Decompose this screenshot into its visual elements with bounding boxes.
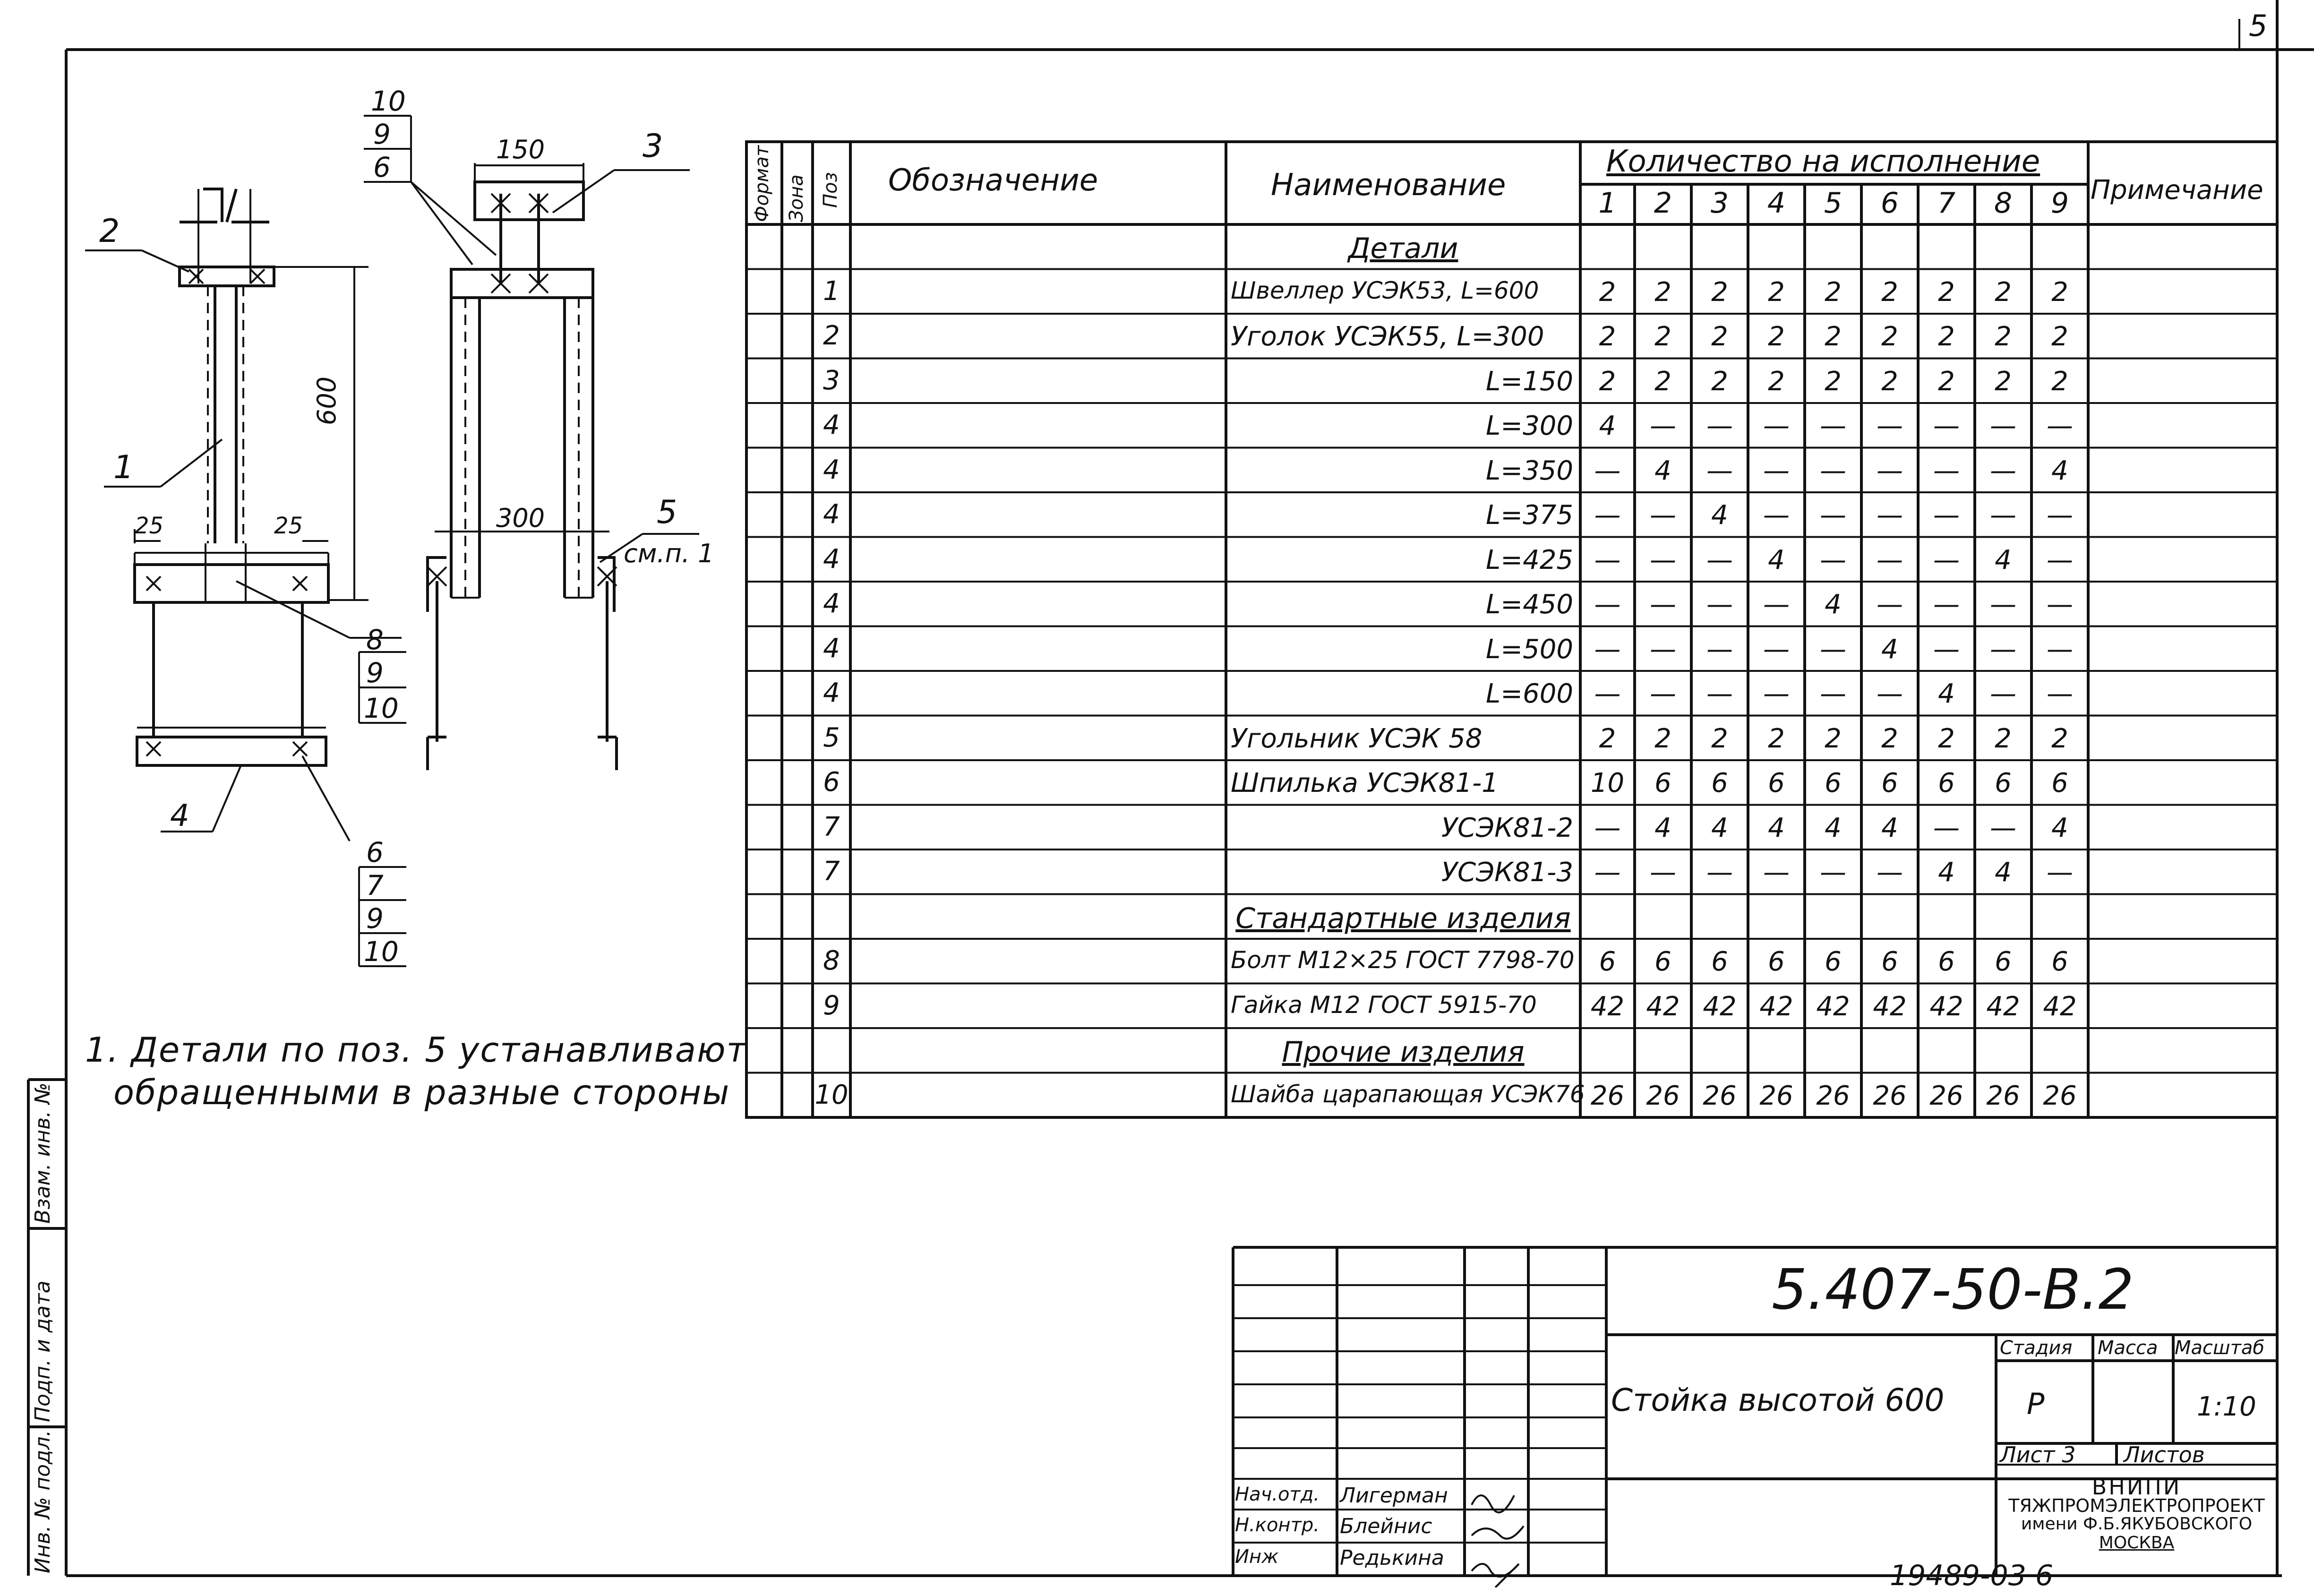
qty-cell: 26 (1646, 1080, 1680, 1111)
qty-cell: — (1594, 812, 1621, 843)
row-name: Болт М12×25 ГОСТ 7798-70 (1231, 946, 1575, 974)
row-name: L=425 (1485, 544, 1573, 575)
qty-cell: — (1820, 544, 1846, 575)
qty-cell: 4 (1711, 812, 1728, 843)
qty-cell: — (1877, 678, 1903, 709)
qty-cell: 2 (2051, 723, 2068, 754)
callout-10-mid: 10 (364, 692, 399, 724)
qty-col-header-6: 6 (1880, 187, 1899, 220)
qty-cell: 6 (1995, 946, 2012, 977)
callout-5-ref: см.п. 1 (624, 539, 714, 568)
dim-25-left: 25 (135, 513, 164, 539)
qty-cell: 6 (2051, 946, 2068, 977)
org-line-3: имени Ф.Б.ЯКУБОВСКОГО (2021, 1514, 2253, 1534)
callout-9-bottom: 9 (366, 902, 384, 935)
stamp-inv-original: Инв. № подл. (31, 1430, 55, 1573)
row-pos: 4 (823, 588, 840, 619)
header-pos: Поз (820, 172, 841, 208)
qty-cell: 2 (1825, 276, 1842, 308)
qty-cell: — (2047, 678, 2073, 709)
qty-col-header-1: 1 (1598, 187, 1617, 220)
qty-cell: 26 (1986, 1080, 2020, 1111)
qty-cell: — (1933, 589, 1960, 620)
qty-cell: — (1990, 500, 2016, 531)
row-pos: 5 (823, 722, 840, 753)
qty-cell: — (1650, 411, 1676, 441)
qty-cell: 2 (2051, 276, 2068, 308)
signature-marks (1467, 1479, 1528, 1587)
scale-value: 1:10 (2197, 1391, 2256, 1422)
callout-4: 4 (170, 798, 189, 833)
qty-col-header-3: 3 (1710, 187, 1729, 220)
qty-cell: — (1877, 455, 1903, 486)
qty-cell: 2 (1599, 321, 1616, 352)
qty-cell: — (1594, 634, 1621, 665)
qty-col-header-4: 4 (1767, 187, 1786, 220)
qty-cell: 4 (1938, 678, 1955, 709)
qty-cell: 6 (1938, 946, 1955, 977)
qty-cell: 4 (1768, 544, 1785, 575)
row-name: Уголок УСЭК55, L=300 (1231, 321, 1544, 352)
qty-cell: 6 (1881, 946, 1898, 977)
qty-cell: — (1650, 857, 1676, 888)
row-name: L=150 (1485, 366, 1573, 397)
qty-cell: 6 (1599, 946, 1616, 977)
qty-cell: — (1763, 678, 1790, 709)
qty-cell: 2 (1938, 366, 1955, 397)
qty-col-header-8: 8 (1994, 187, 2013, 220)
qty-cell: 2 (1938, 723, 1955, 754)
role-2: Н.контр. (1235, 1514, 1320, 1536)
qty-col-header-7: 7 (1937, 187, 1956, 220)
qty-cell: — (1650, 634, 1676, 665)
org-line-2: ТЯЖПРОМЭЛЕКТРОПРОЕКТ (2008, 1495, 2265, 1516)
qty-cell: 4 (1938, 857, 1955, 888)
qty-cell: 42 (2043, 991, 2077, 1022)
qty-cell: 10 (1590, 768, 1625, 798)
qty-cell: 26 (1703, 1080, 1737, 1111)
qty-cell: — (1820, 678, 1846, 709)
qty-cell: 2 (1654, 366, 1671, 397)
qty-cell: — (2047, 411, 2073, 441)
row-pos: 1 (823, 275, 840, 307)
qty-cell: 6 (1938, 768, 1955, 798)
qty-cell: 2 (1825, 723, 1842, 754)
callout-8: 8 (366, 624, 384, 656)
qty-cell: — (1990, 455, 2016, 486)
note-line-2: обращенными в разные стороны (113, 1073, 730, 1112)
stamp-inv-substitute: Взам. инв. № (31, 1082, 55, 1224)
qty-cell: 4 (1881, 634, 1898, 665)
qty-cell: — (1820, 411, 1846, 441)
qty-cell: — (2047, 589, 2073, 620)
qty-cell: — (1650, 678, 1676, 709)
callout-1: 1 (113, 449, 134, 486)
row-pos: 4 (823, 543, 840, 575)
qty-cell: — (1877, 857, 1903, 888)
qty-cell: 6 (1768, 946, 1785, 977)
qty-cell: — (1990, 411, 2016, 441)
qty-cell: 2 (1711, 723, 1728, 754)
qty-col-header-9: 9 (2050, 187, 2069, 220)
qty-cell: 4 (1768, 812, 1785, 843)
callout-9-top: 9 (373, 118, 391, 150)
qty-cell: — (1594, 500, 1621, 531)
callout-10-bottom: 10 (364, 935, 399, 968)
qty-cell: 2 (1938, 321, 1955, 352)
qty-cell: — (1990, 678, 2016, 709)
qty-cell: 6 (1995, 768, 2012, 798)
qty-cell: — (1763, 411, 1790, 441)
footer-code: 19489-03 6 (1890, 1559, 2054, 1592)
callout-7-bottom: 7 (366, 869, 384, 901)
scale-label: Масштаб (2175, 1337, 2265, 1359)
row-pos: 4 (823, 454, 840, 485)
row-name: Гайка М12 ГОСТ 5915-70 (1231, 991, 1537, 1019)
row-pos: 3 (823, 365, 840, 396)
qty-cell: — (1933, 500, 1960, 531)
row-pos: 9 (823, 990, 840, 1021)
qty-cell: 6 (1825, 768, 1842, 798)
dim-150: 150 (496, 135, 545, 164)
qty-cell: 2 (1825, 321, 1842, 352)
row-name: Швеллер УСЭК53, L=600 (1231, 276, 1539, 304)
qty-cell: — (1763, 500, 1790, 531)
qty-cell: — (1877, 544, 1903, 575)
qty-cell: 4 (2051, 812, 2068, 843)
row-pos: 7 (823, 856, 840, 887)
row-pos: 4 (823, 678, 840, 708)
qty-cell: 4 (2051, 455, 2068, 486)
qty-cell: — (1877, 589, 1903, 620)
header-qty-group: Количество на исполнение (1606, 144, 2040, 179)
qty-cell: 2 (1599, 723, 1616, 754)
qty-cell: — (1594, 589, 1621, 620)
qty-cell: 26 (1929, 1080, 1963, 1111)
row-pos: 2 (823, 320, 840, 351)
mass-label: Масса (2098, 1337, 2158, 1359)
qty-cell: 2 (1995, 276, 2012, 308)
qty-cell: 26 (1873, 1080, 1907, 1111)
qty-cell: — (1763, 857, 1790, 888)
qty-cell: — (1933, 634, 1960, 665)
qty-cell: — (1706, 544, 1733, 575)
qty-cell: — (1820, 455, 1846, 486)
qty-cell: 26 (1759, 1080, 1793, 1111)
qty-cell: 4 (1599, 411, 1616, 441)
qty-cell: 2 (1881, 321, 1898, 352)
qty-cell: — (1933, 544, 1960, 575)
dim-600: 600 (312, 376, 342, 425)
qty-cell: — (1706, 589, 1733, 620)
qty-cell: 2 (1768, 723, 1785, 754)
header-name: Наименование (1271, 168, 1506, 203)
qty-cell: — (1820, 500, 1846, 531)
stage-value: Р (2027, 1387, 2045, 1421)
role-3: Инж (1235, 1546, 1279, 1568)
qty-cell: 2 (1881, 276, 1898, 308)
qty-cell: 2 (1825, 366, 1842, 397)
qty-cell: 2 (1768, 276, 1785, 308)
qty-cell: 42 (1873, 991, 1907, 1022)
qty-cell: 42 (1590, 991, 1625, 1022)
callout-10-top: 10 (371, 85, 406, 117)
qty-cell: 4 (1881, 812, 1898, 843)
dim-300: 300 (496, 503, 545, 533)
qty-cell: 42 (1646, 991, 1680, 1022)
role-1: Нач.отд. (1235, 1484, 1320, 1505)
row-name: Угольник УСЭК 58 (1231, 723, 1483, 754)
qty-cell: — (1706, 411, 1733, 441)
qty-cell: 2 (1881, 723, 1898, 754)
qty-cell: 4 (1995, 544, 2012, 575)
header-note: Примечание (2091, 175, 2263, 206)
qty-cell: — (1594, 857, 1621, 888)
org-line-1: ВНИПИ (2091, 1474, 2182, 1500)
qty-cell: — (1706, 857, 1733, 888)
qty-cell: 2 (1711, 321, 1728, 352)
qty-cell: — (1990, 812, 2016, 843)
qty-cell: 6 (1768, 768, 1785, 798)
qty-cell: — (1650, 544, 1676, 575)
row-pos: 6 (823, 767, 840, 798)
page-number: 5 (2249, 9, 2268, 43)
qty-cell: 2 (2051, 366, 2068, 397)
qty-cell: 6 (1881, 768, 1898, 798)
row-name: УСЭК81-3 (1441, 857, 1573, 888)
row-pos: 10 (814, 1079, 848, 1110)
header-zone: Зона (786, 174, 807, 222)
qty-cell: 26 (1816, 1080, 1850, 1111)
qty-cell: 2 (1768, 366, 1785, 397)
qty-cell: — (1820, 634, 1846, 665)
row-pos: 8 (823, 945, 840, 976)
section-title: Прочие изделия (1282, 1036, 1525, 1069)
qty-cell: 42 (1929, 991, 1963, 1022)
callout-3: 3 (643, 128, 663, 165)
qty-cell: — (1877, 500, 1903, 531)
qty-cell: — (1933, 812, 1960, 843)
name-3: Редькина (1340, 1546, 1444, 1570)
row-name: L=600 (1485, 678, 1573, 709)
row-name: УСЭК81-2 (1441, 812, 1573, 843)
qty-cell: 6 (1711, 946, 1728, 977)
qty-cell: — (1820, 857, 1846, 888)
qty-cell: 6 (2051, 768, 2068, 798)
qty-cell: 2 (1599, 276, 1616, 308)
qty-cell: 42 (1986, 991, 2020, 1022)
qty-cell: 2 (1711, 276, 1728, 308)
row-pos: 4 (823, 499, 840, 530)
row-name: L=375 (1485, 500, 1573, 531)
qty-col-header-2: 2 (1654, 187, 1672, 220)
qty-cell: — (1763, 455, 1790, 486)
qty-cell: 2 (1654, 276, 1671, 308)
header-designation: Обозначение (888, 163, 1098, 198)
qty-cell: 4 (1654, 455, 1671, 486)
qty-cell: — (2047, 544, 2073, 575)
row-name: L=350 (1485, 455, 1573, 486)
qty-cell: 4 (1654, 812, 1671, 843)
qty-cell: 6 (1711, 768, 1728, 798)
qty-cell: 2 (1995, 723, 2012, 754)
qty-cell: — (1990, 634, 2016, 665)
callout-2: 2 (99, 213, 120, 250)
row-name: L=300 (1485, 411, 1573, 441)
name-2: Блейнис (1340, 1514, 1432, 1538)
qty-cell: — (1706, 678, 1733, 709)
document-title: Стойка высотой 600 (1611, 1382, 1945, 1418)
qty-cell: 42 (1759, 991, 1793, 1022)
name-1: Лигерман (1340, 1484, 1448, 1508)
qty-cell: 2 (1995, 321, 2012, 352)
qty-cell: 4 (1825, 812, 1842, 843)
callout-6-bottom: 6 (366, 836, 384, 868)
qty-cell: 6 (1654, 946, 1671, 977)
stamp-sign-date: Подп. и дата (31, 1280, 55, 1422)
callout-6-top: 6 (373, 151, 391, 183)
qty-cell: 2 (2051, 321, 2068, 352)
row-name: L=450 (1485, 589, 1573, 620)
qty-cell: 2 (1599, 366, 1616, 397)
qty-cell: 26 (2043, 1080, 2077, 1111)
qty-cell: — (1706, 634, 1733, 665)
stage-label: Стадия (2000, 1337, 2073, 1359)
qty-col-header-5: 5 (1824, 187, 1843, 220)
qty-cell: — (2047, 634, 2073, 665)
qty-cell: — (1650, 589, 1676, 620)
qty-cell: 2 (1654, 321, 1671, 352)
qty-cell: 6 (1654, 768, 1671, 798)
dim-25-right: 25 (274, 513, 303, 539)
qty-cell: 42 (1703, 991, 1737, 1022)
qty-cell: 2 (1881, 366, 1898, 397)
qty-cell: — (2047, 500, 2073, 531)
row-pos: 7 (823, 811, 840, 842)
sheet-label: Лист 3 (2000, 1442, 2076, 1467)
callout-9-mid: 9 (366, 657, 384, 689)
row-pos: 4 (823, 410, 840, 440)
qty-cell: — (1933, 411, 1960, 441)
section-title: Стандартные изделия (1235, 901, 1571, 935)
sheets-label: Листов (2124, 1442, 2205, 1467)
qty-cell: — (1594, 678, 1621, 709)
qty-cell: — (1763, 634, 1790, 665)
qty-cell: — (2047, 857, 2073, 888)
qty-cell: — (1594, 455, 1621, 486)
qty-cell: — (1594, 544, 1621, 575)
row-pos: 4 (823, 633, 840, 664)
qty-cell: 2 (1654, 723, 1671, 754)
qty-cell: 42 (1816, 991, 1850, 1022)
callout-5: 5 (657, 494, 677, 531)
row-name: Шайба царапающая УСЭК76 (1231, 1080, 1585, 1108)
document-code: 5.407-50-В.2 (1772, 1257, 2134, 1322)
qty-cell: — (1763, 589, 1790, 620)
qty-cell: 2 (1938, 276, 1955, 308)
row-name: L=500 (1485, 634, 1573, 665)
qty-cell: 26 (1590, 1080, 1625, 1111)
note-line-1: 1. Детали по поз. 5 устанавливают (85, 1030, 747, 1070)
qty-cell: 4 (1995, 857, 2012, 888)
qty-cell: — (1706, 455, 1733, 486)
org-line-4: МОСКВА (2099, 1533, 2175, 1553)
qty-cell: — (1990, 589, 2016, 620)
qty-cell: — (1650, 500, 1676, 531)
row-name: Шпилька УСЭК81-1 (1231, 768, 1499, 798)
header-format: Формат (751, 145, 773, 222)
qty-cell: 2 (1995, 366, 2012, 397)
qty-cell: 2 (1768, 321, 1785, 352)
qty-cell: — (1877, 411, 1903, 441)
qty-cell: 4 (1711, 500, 1728, 531)
qty-cell: 6 (1825, 946, 1842, 977)
section-title: Детали (1348, 232, 1458, 265)
qty-cell: — (1933, 455, 1960, 486)
qty-cell: 4 (1825, 589, 1842, 620)
qty-cell: 2 (1711, 366, 1728, 397)
